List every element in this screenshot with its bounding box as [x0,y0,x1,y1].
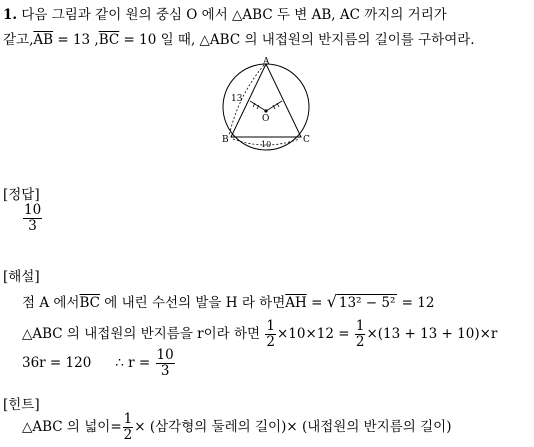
hint-header: [힌트] [3,397,40,413]
fraction-half-2 [355,319,366,350]
segment-ah: $\overline{AH}$ [285,295,307,311]
hint-line [22,412,451,443]
sqrt-expression: √ 13² − 5² [326,292,396,311]
label-c: C [303,135,310,145]
perpendicular-to-ac [266,101,282,111]
perpendicular-to-ab [250,101,266,111]
hint-frac-den: 2 [123,427,133,443]
solution-eq: = [306,295,327,311]
hint-frac-num: 1 [123,411,133,427]
center-point-o [264,109,267,112]
solution-text-1a: 점 A 에서 [22,295,80,311]
hint-text-a: △ABC 의 넓이= [22,419,122,435]
solution-line-1 [22,293,434,312]
frac2-num: 1 [355,318,365,334]
label-a: A [263,57,270,67]
problem-number: 1. [3,7,18,23]
answer-value [22,203,43,234]
sqrt-radicand: 13² − 5² [338,295,396,311]
frac2-den: 2 [355,334,365,350]
segment-ab: $\overline{AB}$ [33,32,54,48]
label-b: B [222,135,229,145]
solution-line-3 [22,348,176,379]
solution-text-3a: 36r = 120 [22,355,92,371]
frac3-den: 3 [160,363,170,379]
solution-text-1b: 에 내린 수선의 발을 H 라 하면 [99,295,286,311]
label-10: 10 [261,140,272,149]
segment-bc: $\overline{BC}$ [98,32,120,48]
solution-line-2 [22,319,497,350]
hint-text-b: × (삼각형의 둘레의 길이)× (내접원의 반지름의 길이) [134,419,452,435]
answer-denominator: 3 [28,218,37,234]
frac1-num: 1 [266,318,275,334]
segment-bc-2: $\overline{BC}$ [79,295,100,311]
answer-fraction [23,203,42,234]
solution-text-3b: ∴ r = [115,355,155,371]
fraction-half-1 [265,319,276,350]
solution-result-1: = 12 [397,295,435,311]
frac3-num: 10 [156,347,174,363]
answer-header: [정답] [3,187,40,203]
problem-text-2c: = 10 일 때, △ABC 의 내접원의 반지름의 길이를 구하여라. [119,32,475,48]
solution-text-2a: △ABC 의 내접원의 반지름을 r이라 하면 [22,326,265,342]
label-o: O [262,114,270,124]
solution-header: [해설] [3,269,40,285]
frac1-den: 2 [266,334,275,350]
label-13: 13 [231,94,243,104]
fraction-result [156,348,175,379]
solution-text-2b: ×10×12 = [276,326,354,342]
solution-text-2c: ×(13 + 13 + 10)×r [366,326,498,342]
hint-fraction [123,412,134,443]
answer-numerator: 10 [24,202,42,218]
problem-text-1: 다음 그림과 같이 원의 중심 O 에서 △ABC 두 변 AB, AC 까지의 거리가 [21,7,447,23]
problem-text-2a: 같고, [3,32,34,48]
problem-text-2b: = 13 , [53,32,99,48]
